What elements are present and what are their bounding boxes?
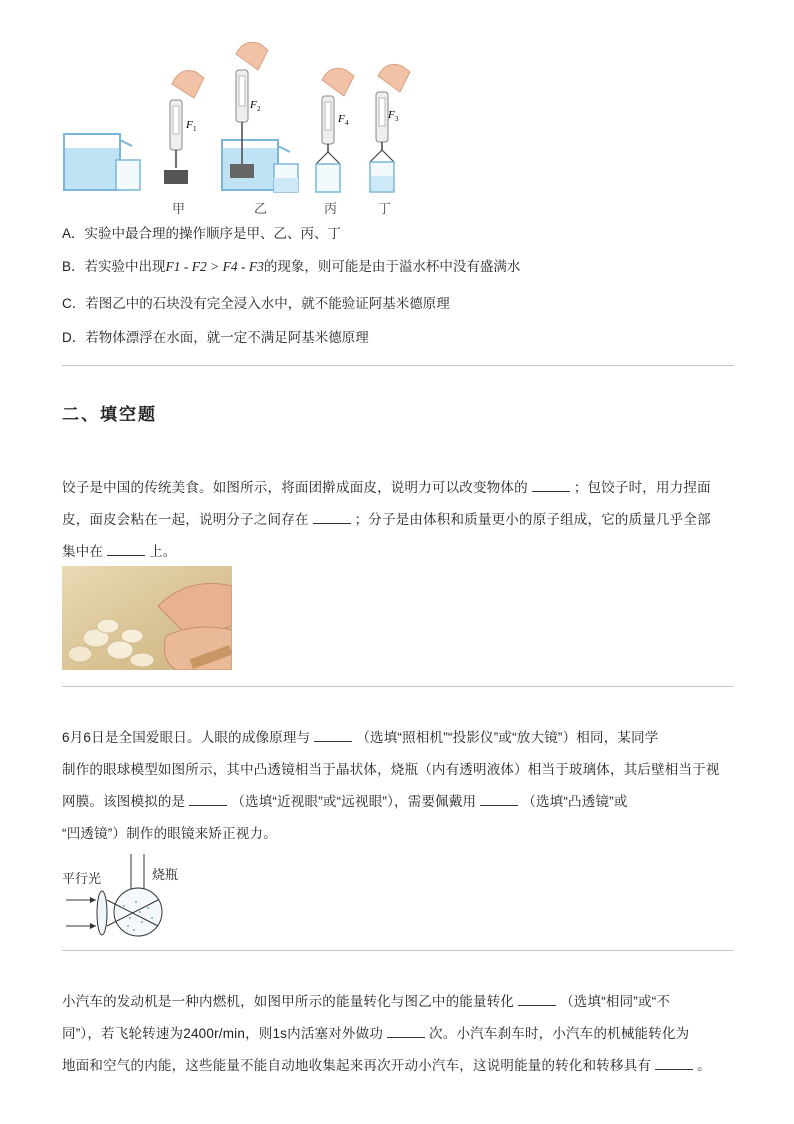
q2-text-5: （选填“近视眼”或“远视眼”），需要佩戴用 <box>231 794 477 809</box>
experiment-figure <box>60 40 420 218</box>
question-2 <box>62 722 734 850</box>
q2-text-2: （选填“照相机”“投影仪”或“放大镜”）相同，某同学 <box>356 730 659 745</box>
svg-text:4: 4 <box>345 119 349 127</box>
figure-label-yi: 乙 <box>254 201 268 216</box>
experiment-illustration <box>60 40 420 218</box>
q2-text-1: 6月6日是全国爱眼日。人眼的成像原理与 <box>62 730 311 745</box>
q3-text-6: 。 <box>697 1058 711 1073</box>
blank[interactable] <box>480 793 518 806</box>
svg-text:F: F <box>186 119 193 131</box>
svg-text:2: 2 <box>257 105 261 113</box>
option-b-suffix: 的现象，则可能是由于溢水杯中没有盛满水 <box>263 259 521 274</box>
option-b-prefix: B．若实验中出现 <box>62 259 166 274</box>
label-flask: 烧瓶 <box>152 867 179 882</box>
q3-text-2: （选填“相同”或“不 <box>560 994 671 1009</box>
dumpling-photo <box>62 566 232 670</box>
figure-label-jia: 甲 <box>172 201 186 216</box>
blank[interactable] <box>655 1057 693 1070</box>
q1-text-1: 饺子是中国的传统美食。如图所示，将面团擀成面皮，说明力可以改变物体的 <box>62 480 528 495</box>
svg-text:3: 3 <box>395 115 399 123</box>
divider <box>62 950 734 951</box>
q3-text-5: 地面和空气的内能，这些能量不能自动地收集起来再次开动小汽车，这说明能量的转化和转移具有 <box>62 1058 652 1073</box>
blank[interactable] <box>313 511 351 524</box>
svg-text:F: F <box>388 109 395 121</box>
question-3 <box>62 986 734 1082</box>
blank[interactable] <box>189 793 227 806</box>
q2-text-4: 网膜。该图模拟的是 <box>62 794 186 809</box>
svg-text:1: 1 <box>193 125 197 133</box>
figure-label-ding: 丁 <box>378 201 392 216</box>
blank[interactable] <box>518 993 556 1006</box>
question-1 <box>62 472 734 568</box>
blank[interactable] <box>107 543 145 556</box>
q1-text-6: 上。 <box>149 544 177 559</box>
q1-text-4: ；分子是由体积和质量更小的原子组成，它的质量几乎全部 <box>354 512 711 527</box>
q3-text-4: 次。小汽车刹车时，小汽车的机械能转化为 <box>429 1026 690 1041</box>
option-b <box>62 257 520 277</box>
q2-text-7: “凹透镜”）制作的眼镜来矫正视力。 <box>62 826 277 841</box>
figure-label-bing: 丙 <box>324 201 338 216</box>
q1-text-3: 皮，面皮会粘在一起，说明分子之间存在 <box>62 512 309 527</box>
q2-text-3: 制作的眼球模型如图所示，其中凸透镜相当于晶状体，烧瓶（内有透明液体）相当于玻璃体，其后壁相当于视 <box>62 762 720 777</box>
q3-text-3: 同”），若飞轮转速为2400r/min，则1s内活塞对外做功 <box>62 1026 384 1041</box>
svg-text:F: F <box>338 113 345 125</box>
option-c: C．若图乙中的石块没有完全浸入水中，就不能验证阿基米德原理 <box>62 296 450 311</box>
blank[interactable] <box>532 479 570 492</box>
blank[interactable] <box>387 1025 425 1038</box>
option-d: D．若物体漂浮在水面，就一定不满足阿基米德原理 <box>62 330 369 345</box>
q1-text-5: 集中在 <box>62 544 104 559</box>
q1-text-2: ；包饺子时，用力捏面 <box>573 480 711 495</box>
q2-text-6: （选填“凸透镜”或 <box>522 794 628 809</box>
q3-text-1: 小汽车的发动机是一种内燃机，如图甲所示的能量转化与图乙中的能量转化 <box>62 994 515 1009</box>
label-parallel-light: 平行光 <box>62 871 102 886</box>
divider <box>62 365 734 366</box>
option-a: A．实验中最合理的操作顺序是甲、乙、丙、丁 <box>62 226 342 241</box>
section-title: 二、填空题 <box>62 405 157 424</box>
eye-model-figure <box>62 850 202 940</box>
option-b-formula: F1 - F2 > F4 - F3 <box>165 259 264 274</box>
blank[interactable] <box>314 729 352 742</box>
svg-text:F: F <box>250 99 257 111</box>
divider <box>62 686 734 687</box>
